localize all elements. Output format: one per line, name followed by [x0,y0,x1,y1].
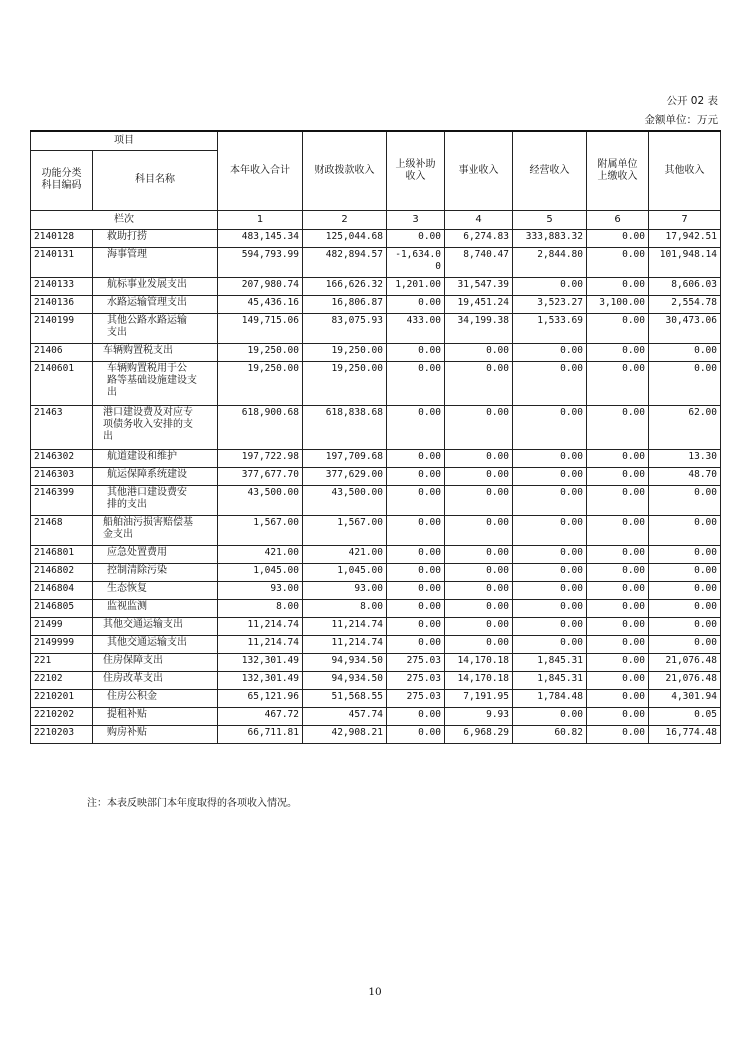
row-value-1: 197,722.98 [218,449,303,467]
row-value-2: 83,075.93 [303,313,387,343]
table-row [31,725,721,743]
row-value-3: 0.00 [387,581,445,599]
income-table [30,130,721,744]
row-value-4: 0.00 [445,515,513,545]
row-value-7: 2,554.78 [649,295,721,313]
table-row [31,405,721,449]
header-col-3: 上级补助 收入 [387,131,445,210]
row-value-3: 275.03 [387,689,445,707]
row-code: 2140133 [31,277,93,295]
row-name: 航运保障系统建设 [93,467,218,485]
row-value-3: 0.00 [387,467,445,485]
row-value-3: 0.00 [387,635,445,653]
row-value-3: 0.00 [387,563,445,581]
serial-2: 2 [303,210,387,229]
row-value-2: 8.00 [303,599,387,617]
row-value-7: 62.00 [649,405,721,449]
row-code: 2210201 [31,689,93,707]
row-value-2: 11,214.74 [303,617,387,635]
row-code: 2146801 [31,545,93,563]
row-value-5: 0.00 [513,277,587,295]
row-value-1: 65,121.96 [218,689,303,707]
row-value-6: 0.00 [587,405,649,449]
row-value-4: 19,451.24 [445,295,513,313]
row-code: 2146399 [31,485,93,515]
header-col-2: 财政拨款收入 [303,131,387,210]
row-value-6: 0.00 [587,361,649,405]
row-value-4: 14,170.18 [445,671,513,689]
row-code: 2149999 [31,635,93,653]
row-code: 2146804 [31,581,93,599]
row-value-3: 0.00 [387,229,445,247]
header-col-5: 经营收入 [513,131,587,210]
header-col-7: 其他收入 [649,131,721,210]
row-value-5: 1,784.48 [513,689,587,707]
row-code: 21499 [31,617,93,635]
row-name: 购房补贴 [93,725,218,743]
row-value-6: 0.00 [587,515,649,545]
row-code: 2140136 [31,295,93,313]
row-value-6: 0.00 [587,635,649,653]
row-value-1: 93.00 [218,581,303,599]
row-value-1: 483,145.34 [218,229,303,247]
row-value-7: 0.00 [649,545,721,563]
table-row [31,343,721,361]
serial-7: 7 [649,210,721,229]
serial-5: 5 [513,210,587,229]
row-value-3: 0.00 [387,361,445,405]
row-value-5: 0.00 [513,563,587,581]
row-value-1: 11,214.74 [218,635,303,653]
row-value-4: 6,968.29 [445,725,513,743]
row-value-7: 8,606.03 [649,277,721,295]
table-row [31,361,721,405]
row-value-6: 0.00 [587,707,649,725]
row-value-5: 0.00 [513,599,587,617]
row-value-1: 66,711.81 [218,725,303,743]
table-row [31,449,721,467]
row-value-3: 433.00 [387,313,445,343]
row-value-6: 0.00 [587,599,649,617]
table-row [31,515,721,545]
row-value-1: 149,715.06 [218,313,303,343]
row-value-7: 0.05 [649,707,721,725]
table-row [31,313,721,343]
row-code: 2210202 [31,707,93,725]
row-value-4: 0.00 [445,635,513,653]
serial-3: 3 [387,210,445,229]
row-value-2: 377,629.00 [303,467,387,485]
row-value-2: 43,500.00 [303,485,387,515]
row-value-3: -1,634.0 0 [387,247,445,277]
row-value-7: 0.00 [649,599,721,617]
table-row [31,617,721,635]
row-name: 提租补贴 [93,707,218,725]
row-value-2: 42,908.21 [303,725,387,743]
row-value-6: 0.00 [587,545,649,563]
row-value-5: 0.00 [513,581,587,599]
header-name: 科目名称 [93,150,218,210]
row-value-4: 0.00 [445,361,513,405]
row-value-4: 9.93 [445,707,513,725]
row-value-4: 0.00 [445,599,513,617]
header-col-4: 事业收入 [445,131,513,210]
row-value-7: 21,076.48 [649,671,721,689]
row-value-1: 207,980.74 [218,277,303,295]
row-value-3: 0.00 [387,515,445,545]
row-value-5: 1,533.69 [513,313,587,343]
row-value-5: 1,845.31 [513,671,587,689]
row-value-2: 125,044.68 [303,229,387,247]
serial-6: 6 [587,210,649,229]
row-value-1: 43,500.00 [218,485,303,515]
row-value-4: 0.00 [445,485,513,515]
row-value-3: 275.03 [387,671,445,689]
row-value-2: 421.00 [303,545,387,563]
row-value-5: 1,845.31 [513,653,587,671]
row-value-1: 421.00 [218,545,303,563]
row-value-6: 3,100.00 [587,295,649,313]
row-value-2: 16,806.87 [303,295,387,313]
row-value-2: 1,045.00 [303,563,387,581]
row-name: 车辆购置税支出 [93,343,218,361]
row-value-5: 3,523.27 [513,295,587,313]
table-row [31,229,721,247]
row-name: 住房公积金 [93,689,218,707]
row-value-1: 19,250.00 [218,343,303,361]
row-value-4: 0.00 [445,545,513,563]
row-value-2: 197,709.68 [303,449,387,467]
row-value-5: 0.00 [513,343,587,361]
row-name: 水路运输管理支出 [93,295,218,313]
row-value-1: 19,250.00 [218,361,303,405]
serial-4: 4 [445,210,513,229]
row-value-1: 1,567.00 [218,515,303,545]
amount-unit: 金额单位：万元 [644,114,718,126]
row-value-7: 0.00 [649,515,721,545]
row-name: 其他交通运输支出 [93,617,218,635]
header-col-1: 本年收入合计 [218,131,303,210]
row-value-5: 0.00 [513,515,587,545]
row-value-3: 0.00 [387,599,445,617]
serial-1: 1 [218,210,303,229]
row-name: 其他交通运输支出 [93,635,218,653]
row-value-4: 0.00 [445,563,513,581]
row-value-4: 0.00 [445,405,513,449]
row-value-2: 11,214.74 [303,635,387,653]
row-value-5: 0.00 [513,467,587,485]
row-code: 2146302 [31,449,93,467]
row-value-5: 0.00 [513,361,587,405]
table-row [31,467,721,485]
table-row [31,671,721,689]
row-name: 海事管理 [93,247,218,277]
row-value-2: 19,250.00 [303,361,387,405]
row-value-7: 0.00 [649,581,721,599]
row-value-5: 0.00 [513,545,587,563]
row-code: 22102 [31,671,93,689]
table-row [31,247,721,277]
row-value-1: 132,301.49 [218,653,303,671]
row-value-7: 13.30 [649,449,721,467]
row-value-2: 94,934.50 [303,653,387,671]
row-name: 航道建设和维护 [93,449,218,467]
table-row [31,599,721,617]
row-value-2: 482,894.57 [303,247,387,277]
row-code: 21468 [31,515,93,545]
table-row [31,635,721,653]
row-value-2: 51,568.55 [303,689,387,707]
row-value-7: 0.00 [649,485,721,515]
row-value-2: 1,567.00 [303,515,387,545]
row-value-4: 8,740.47 [445,247,513,277]
table-body [31,229,721,743]
row-value-6: 0.00 [587,671,649,689]
row-value-3: 1,201.00 [387,277,445,295]
row-name: 监视监测 [93,599,218,617]
table-row [31,485,721,515]
row-value-3: 0.00 [387,405,445,449]
row-value-2: 166,626.32 [303,277,387,295]
row-value-3: 0.00 [387,707,445,725]
row-value-3: 0.00 [387,295,445,313]
table-row [31,295,721,313]
row-value-1: 377,677.70 [218,467,303,485]
row-value-3: 0.00 [387,449,445,467]
row-value-4: 6,274.83 [445,229,513,247]
row-name: 其他港口建设费安 排的支出 [93,485,218,515]
row-value-5: 0.00 [513,635,587,653]
table-row [31,563,721,581]
row-value-1: 618,900.68 [218,405,303,449]
row-value-2: 93.00 [303,581,387,599]
row-name: 救助打捞 [93,229,218,247]
row-value-5: 0.00 [513,405,587,449]
row-value-5: 0.00 [513,449,587,467]
row-value-5: 60.82 [513,725,587,743]
table-note: 注：本表反映部门本年度取得的各项收入情况。 [87,798,297,809]
row-value-3: 0.00 [387,725,445,743]
table-row [31,689,721,707]
row-value-6: 0.00 [587,725,649,743]
row-name: 船舶油污损害赔偿基 金支出 [93,515,218,545]
row-value-6: 0.00 [587,467,649,485]
row-value-6: 0.00 [587,563,649,581]
row-value-6: 0.00 [587,247,649,277]
row-code: 21406 [31,343,93,361]
row-value-5: 0.00 [513,707,587,725]
row-value-1: 45,436.16 [218,295,303,313]
row-value-7: 21,076.48 [649,653,721,671]
header-code: 功能分类 科目编码 [31,150,93,210]
row-value-7: 0.00 [649,635,721,653]
row-code: 2140199 [31,313,93,343]
row-code: 221 [31,653,93,671]
serial-label: 栏次 [31,210,218,229]
row-code: 2140601 [31,361,93,405]
row-value-1: 11,214.74 [218,617,303,635]
row-value-4: 7,191.95 [445,689,513,707]
row-code: 2210203 [31,725,93,743]
row-name: 港口建设费及对应专 项债务收入安排的支 出 [93,405,218,449]
row-value-4: 0.00 [445,343,513,361]
row-value-4: 14,170.18 [445,653,513,671]
row-value-3: 0.00 [387,343,445,361]
row-value-5: 0.00 [513,617,587,635]
header-col-6: 附属单位 上缴收入 [587,131,649,210]
row-value-7: 0.00 [649,343,721,361]
row-value-7: 0.00 [649,563,721,581]
row-value-2: 618,838.68 [303,405,387,449]
row-value-3: 275.03 [387,653,445,671]
row-value-7: 48.70 [649,467,721,485]
row-code: 2146303 [31,467,93,485]
row-value-4: 0.00 [445,467,513,485]
row-name: 航标事业发展支出 [93,277,218,295]
row-name: 控制清除污染 [93,563,218,581]
row-value-3: 0.00 [387,485,445,515]
row-value-7: 17,942.51 [649,229,721,247]
row-value-4: 34,199.38 [445,313,513,343]
row-value-7: 0.00 [649,617,721,635]
row-value-2: 457.74 [303,707,387,725]
form-number: 公开 02 表 [666,95,718,107]
row-value-7: 0.00 [649,361,721,405]
table-row [31,277,721,295]
row-value-1: 132,301.49 [218,671,303,689]
row-value-5: 333,883.32 [513,229,587,247]
row-value-6: 0.00 [587,449,649,467]
row-code: 2140128 [31,229,93,247]
row-value-6: 0.00 [587,617,649,635]
row-value-3: 0.00 [387,617,445,635]
row-value-2: 94,934.50 [303,671,387,689]
header-project: 项目 [31,131,218,150]
row-value-7: 101,948.14 [649,247,721,277]
row-value-4: 0.00 [445,449,513,467]
row-value-4: 31,547.39 [445,277,513,295]
row-value-1: 594,793.99 [218,247,303,277]
row-code: 2146805 [31,599,93,617]
row-name: 住房改革支出 [93,671,218,689]
row-name: 其他公路水路运输 支出 [93,313,218,343]
row-value-5: 2,844.80 [513,247,587,277]
row-value-5: 0.00 [513,485,587,515]
row-value-4: 0.00 [445,581,513,599]
page-number: 10 [368,986,382,998]
row-value-2: 19,250.00 [303,343,387,361]
row-code: 21463 [31,405,93,449]
row-name: 车辆购置税用于公 路等基础设施建设支 出 [93,361,218,405]
row-name: 住房保障支出 [93,653,218,671]
table-row [31,545,721,563]
row-value-3: 0.00 [387,545,445,563]
row-value-6: 0.00 [587,229,649,247]
row-value-6: 0.00 [587,343,649,361]
row-value-1: 1,045.00 [218,563,303,581]
row-value-7: 4,301.94 [649,689,721,707]
row-value-6: 0.00 [587,653,649,671]
table-row [31,581,721,599]
row-code: 2146802 [31,563,93,581]
row-value-7: 30,473.06 [649,313,721,343]
table-row [31,653,721,671]
row-value-1: 467.72 [218,707,303,725]
row-value-6: 0.00 [587,313,649,343]
row-value-6: 0.00 [587,581,649,599]
table-row [31,707,721,725]
row-value-6: 0.00 [587,485,649,515]
row-value-6: 0.00 [587,689,649,707]
row-value-7: 16,774.48 [649,725,721,743]
row-value-4: 0.00 [445,617,513,635]
row-value-6: 0.00 [587,277,649,295]
row-name: 应急处置费用 [93,545,218,563]
row-code: 2140131 [31,247,93,277]
row-value-1: 8.00 [218,599,303,617]
row-name: 生态恢复 [93,581,218,599]
